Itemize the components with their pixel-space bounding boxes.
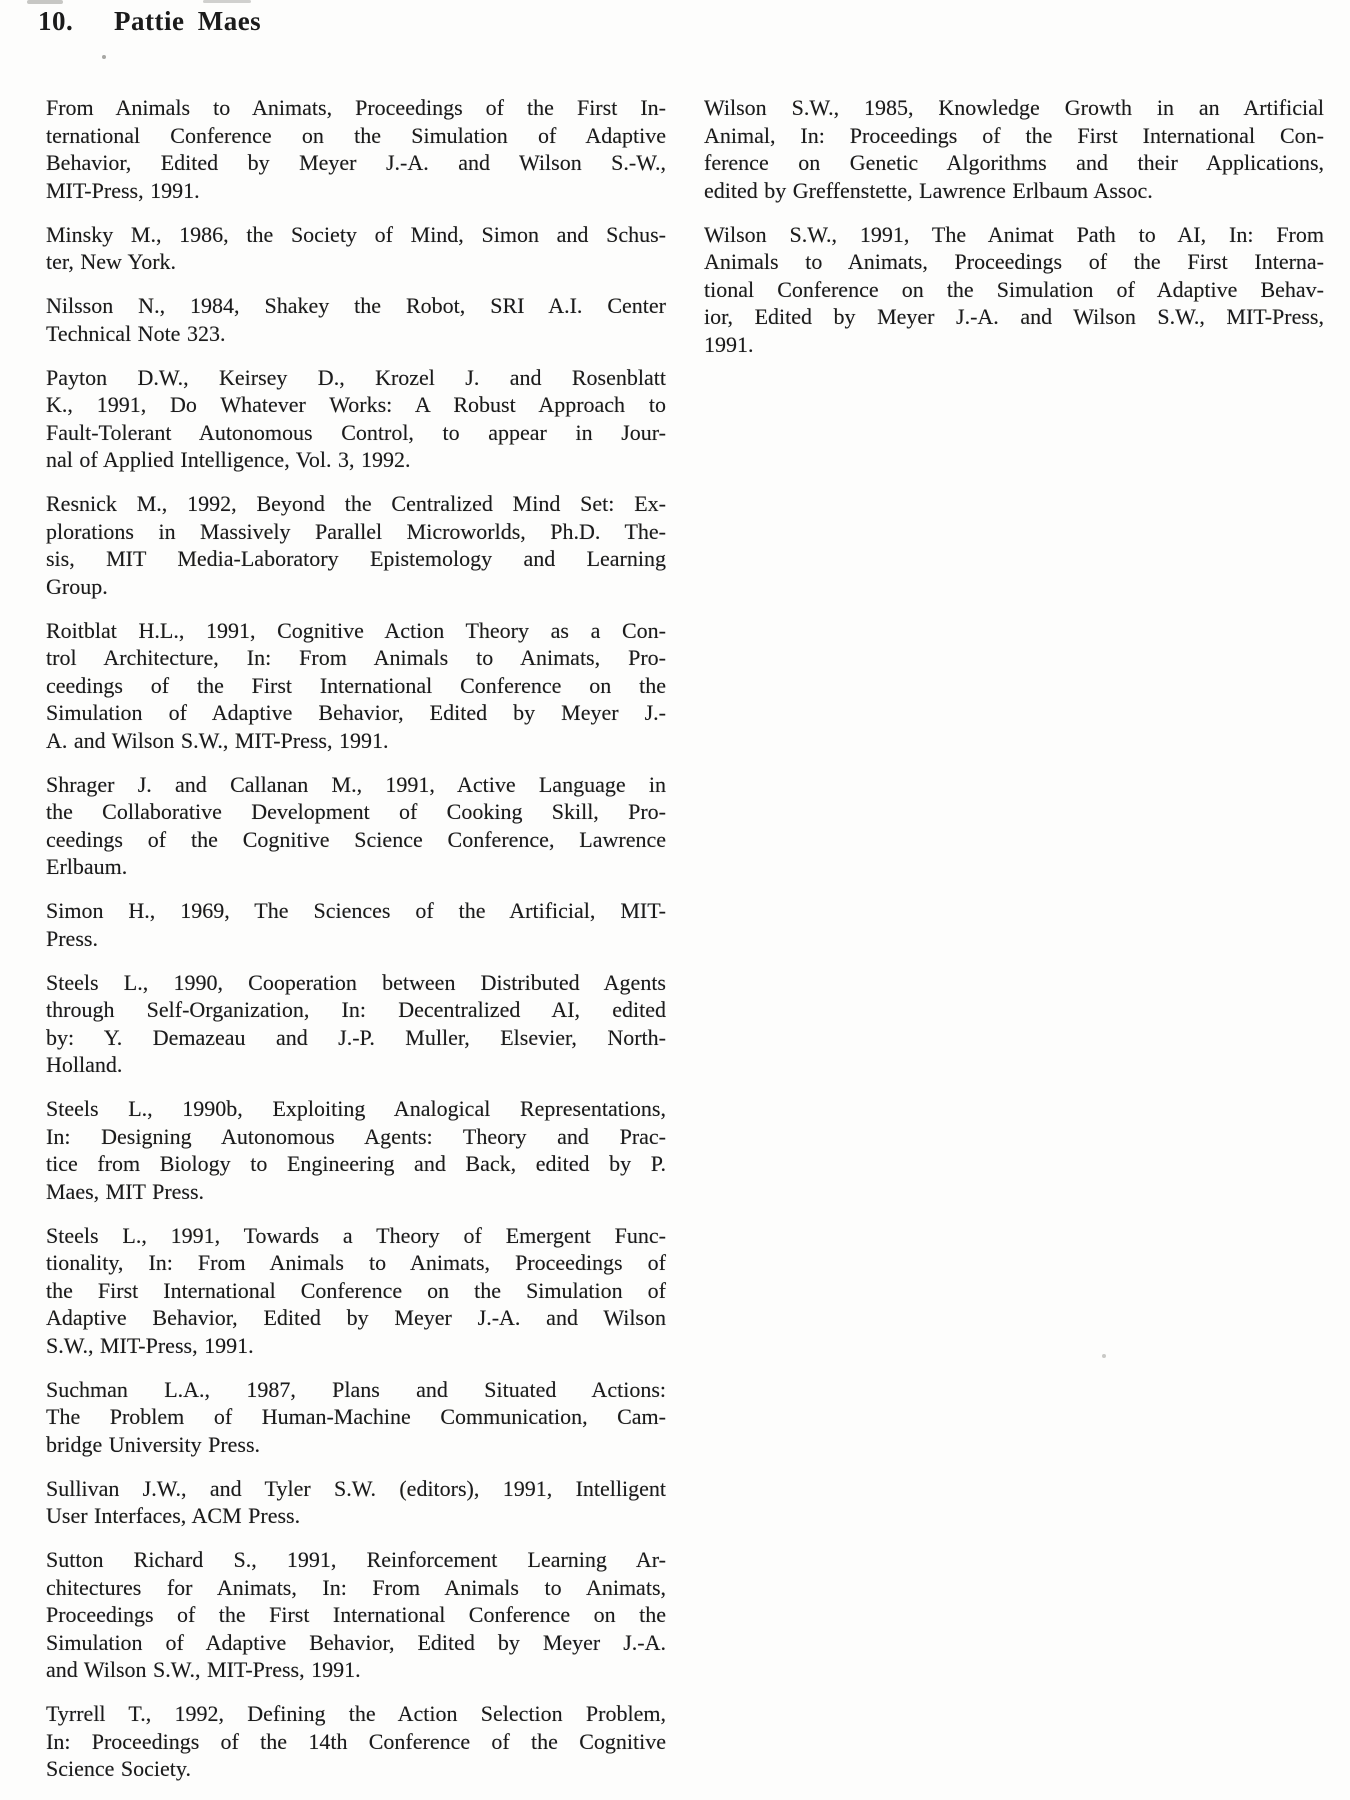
scan-edge-artifact <box>203 0 251 3</box>
reference-line: Proceedings of the First International Conference on the <box>46 1602 666 1627</box>
reference-line: Simon H., 1969, The Sciences of the Artificial, MIT- <box>46 898 666 923</box>
reference-line: through Self-Organization, In: Decentralized AI, edited <box>46 997 666 1022</box>
reference-line: ference on Genetic Algorithms and their Applications, <box>704 150 1324 175</box>
reference-line: ter, New York. <box>46 249 177 274</box>
reference-entry <box>46 1376 666 1459</box>
reference-entry <box>704 94 1324 204</box>
reference-line: ceedings of the Cognitive Science Conference, Lawrence <box>46 826 666 852</box>
reference-line: Holland. <box>46 1052 123 1077</box>
reference-entry <box>46 897 666 952</box>
scan-artifact-dot <box>1102 1354 1106 1358</box>
scan-artifact-dot <box>102 55 106 59</box>
reference-line: Steels L., 1990, Cooperation between Distributed Agents <box>46 969 666 995</box>
reference-line: Simulation of Adaptive Behavior, Edited by Meyer J.- <box>46 700 666 725</box>
reference-entry <box>46 1222 666 1360</box>
reference-line: ior, Edited by Meyer J.-A. and Wilson S.W., MIT-Press, <box>704 304 1324 329</box>
reference-line: and Wilson S.W., MIT-Press, 1991. <box>46 1657 361 1682</box>
reference-line: tice from Biology to Engineering and Back, edited by P. <box>46 1151 666 1176</box>
running-head-author: Pattie Maes <box>114 6 262 36</box>
reference-line: trol Architecture, In: From Animals to Animats, Pro- <box>46 645 666 670</box>
reference-line: Fault-Tolerant Autonomous Control, to appear in Jour- <box>46 419 666 445</box>
reference-entry <box>46 364 666 474</box>
reference-line: The Problem of Human-Machine Communication, Cam- <box>46 1404 666 1429</box>
reference-line: 1991. <box>704 331 754 357</box>
reference-entry <box>46 490 666 600</box>
reference-line: A. and Wilson S.W., MIT-Press, 1991. <box>46 727 389 753</box>
reference-line: From Animals to Animats, Proceedings of the First In- <box>46 95 666 120</box>
reference-line: Shrager J. and Callanan M., 1991, Active Language in <box>46 771 666 797</box>
reference-line: Press. <box>46 925 98 951</box>
reference-entry <box>46 94 666 204</box>
reference-entry <box>46 771 666 881</box>
reference-entry <box>46 292 666 347</box>
reference-entry <box>46 617 666 755</box>
references-column-right <box>704 94 1324 375</box>
reference-line: Steels L., 1990b, Exploiting Analogical Representations, <box>46 1096 666 1121</box>
scan-edge-artifact <box>27 0 63 4</box>
reference-line: plorations in Massively Parallel Microworlds, Ph.D. The- <box>46 518 666 544</box>
reference-line: ternational Conference on the Simulation of Adaptive <box>46 122 666 148</box>
reference-line: Science Society. <box>46 1756 191 1781</box>
reference-line: Nilsson N., 1984, Shakey the Robot, SRI A.I. Center <box>46 293 666 318</box>
reference-line: the First International Conference on the Simulation of <box>46 1277 666 1303</box>
reference-line: Roitblat H.L., 1991, Cognitive Action Theory as a Con- <box>46 617 666 643</box>
reference-line: by: Y. Demazeau and J.-P. Muller, Elsevier, North- <box>46 1024 666 1050</box>
reference-line: In: Designing Autonomous Agents: Theory and Prac- <box>46 1123 666 1149</box>
reference-line: nal of Applied Intelligence, Vol. 3, 1992. <box>46 447 411 472</box>
reference-line: Resnick M., 1992, Beyond the Centralized Mind Set: Ex- <box>46 491 666 516</box>
reference-line: Payton D.W., Keirsey D., Krozel J. and Rosenblatt <box>46 364 666 390</box>
reference-line: Animal, In: Proceedings of the First International Con- <box>704 122 1324 148</box>
reference-line: Wilson S.W., 1985, Knowledge Growth in an Artificial <box>704 95 1324 120</box>
reference-line: bridge University Press. <box>46 1431 261 1457</box>
reference-line: Adaptive Behavior, Edited by Meyer J.-A. and Wilson <box>46 1305 666 1330</box>
reference-line: Wilson S.W., 1991, The Animat Path to AI, In: From <box>704 221 1324 247</box>
reference-line: K., 1991, Do Whatever Works: A Robust Approach to <box>46 392 666 417</box>
page-number: 10. <box>38 6 74 36</box>
reference-line: Steels L., 1991, Towards a Theory of Emergent Func- <box>46 1222 666 1248</box>
reference-line: sis, MIT Media-Laboratory Epistemology and Learning <box>46 546 666 571</box>
reference-line: In: Proceedings of the 14th Conference of the Cognitive <box>46 1728 666 1754</box>
reference-entry <box>46 1095 666 1205</box>
reference-line: Minsky M., 1986, the Society of Mind, Simon and Schus- <box>46 221 666 247</box>
reference-line: Sutton Richard S., 1991, Reinforcement Learning Ar- <box>46 1547 666 1572</box>
reference-line: S.W., MIT-Press, 1991. <box>46 1332 254 1358</box>
reference-line: edited by Greffenstette, Lawrence Erlbaum Assoc. <box>704 177 1153 203</box>
reference-line: Erlbaum. <box>46 854 128 879</box>
reference-line: Tyrrell T., 1992, Defining the Action Selection Problem, <box>46 1701 666 1726</box>
reference-entry <box>46 1700 666 1783</box>
reference-line: chitectures for Animats, In: From Animals to Animats, <box>46 1574 666 1600</box>
reference-line: Group. <box>46 573 108 599</box>
reference-entry <box>704 221 1324 359</box>
reference-line: tionality, In: From Animals to Animats, Proceedings of <box>46 1250 666 1275</box>
reference-line: Suchman L.A., 1987, Plans and Situated Actions: <box>46 1376 666 1402</box>
reference-entry <box>46 221 666 276</box>
references-column-left <box>46 94 666 1799</box>
reference-line: Maes, MIT Press. <box>46 1178 205 1204</box>
reference-entry <box>46 1546 666 1684</box>
reference-line: Technical Note 323. <box>46 320 226 346</box>
page-header <box>0 6 1350 46</box>
reference-line: the Collaborative Development of Cooking Skill, Pro- <box>46 799 666 824</box>
reference-line: Sullivan J.W., and Tyler S.W. (editors), 1991, Intelligent <box>46 1475 666 1501</box>
reference-line: Behavior, Edited by Meyer J.-A. and Wilson S.-W., <box>46 150 666 175</box>
reference-line: ceedings of the First International Conference on the <box>46 672 666 698</box>
reference-line: MIT-Press, 1991. <box>46 177 200 203</box>
reference-line: Animals to Animats, Proceedings of the First Interna- <box>704 249 1324 274</box>
reference-entry <box>46 969 666 1079</box>
reference-line: tional Conference on the Simulation of Adaptive Behav- <box>704 276 1324 302</box>
reference-line: User Interfaces, ACM Press. <box>46 1503 301 1528</box>
reference-line: Simulation of Adaptive Behavior, Edited by Meyer J.-A. <box>46 1629 666 1655</box>
reference-entry <box>46 1475 666 1530</box>
